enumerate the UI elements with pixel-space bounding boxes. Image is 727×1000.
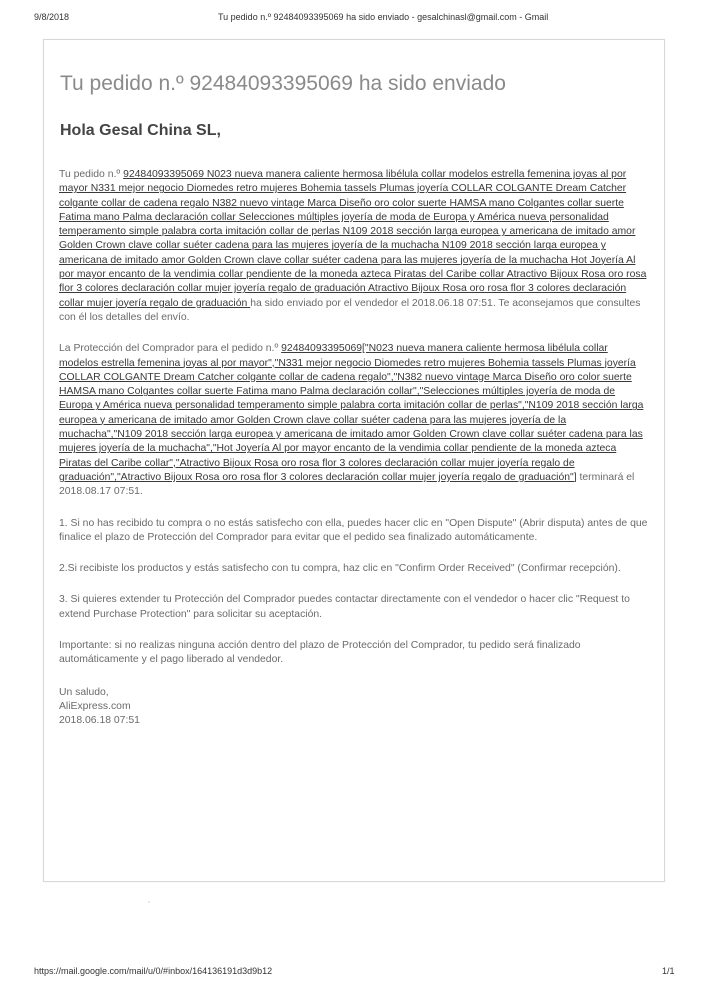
shipment-paragraph [59, 168, 649, 325]
print-title: Tu pedido n.º 92484093395069 ha sido enviado - gesalchinasl@gmail.com - Gmail [218, 12, 549, 22]
print-url: https://mail.google.com/mail/u/0/#inbox/164136191d3d9b12 [34, 966, 273, 976]
email-body [59, 168, 649, 729]
important-paragraph: Importante: si no realizas ninguna acción dentro del plazo de Protección del Comprador, tu pedido será finalizado automáticamente y el pago liberado al vendedor. [59, 640, 581, 666]
order-link[interactable]: 92484093395069 N023 nueva manera caliente hermosa libélula collar modelos estrella femenina joyas al por mayor N331 mejor negocio Diomedes retro mujeres Bohemia tassels Plumas joyería COLLAR COLGANTE Dream Catcher colgante collar de cadena regalo N382 nuevo vintage Marca Diseño oro color suerte HAMSA mano Colgantes collar suerte Fatima mano Palma declaración collar Selecciones múltiples joyería de moda de Europa y América nueva personalidad temperamento simple palabra corta imitación collar de perlas N109 2018 sección larga europea y americana de imitado amor Golden Crown clave collar suéter cadena para las mujeres joyería de la muchacha N109 2018 sección larga europea y americana de imitado amor Golden Crown clave collar suéter cadena para las mujeres joyería de la muchacha Hot Joyería Al por mayor encanto de la vendimia collar pendiente de la moneda azteca Piratas del Caribe collar Atractivo Bijoux Rosa oro rosa flor 3 colores declaración collar mujer joyería regalo de graduación Atractivo Bijoux Rosa oro rosa flor 3 colores declaración collar mujer joyería regalo de graduación [59, 169, 647, 309]
print-footer [0, 966, 727, 980]
sender-name: AliExpress.com [59, 700, 131, 712]
signature [59, 686, 649, 729]
page-number: 1/1 [662, 966, 675, 976]
email-subject: Tu pedido n.º 92484093395069 ha sido enviado [60, 72, 506, 95]
extend-paragraph: 3. Si quieres extender tu Protección del Comprador puedes contactar directamente con el vendedor o hacer clic "Request to extend Purchase Protection" para solicitar su aceptación. [59, 594, 630, 620]
print-date: 9/8/2018 [34, 12, 70, 22]
email-greeting: Hola Gesal China SL, [60, 122, 221, 139]
confirm-paragraph: 2.Si recibiste los productos y estás satisfecho con tu compra, haz clic en "Confirm Order Received" (Confirmar recepción). [59, 563, 621, 575]
email-card [43, 39, 665, 882]
protection-paragraph [59, 342, 649, 499]
scan-smudge: ⸴ [148, 896, 151, 905]
signoff: Un saludo, [59, 686, 109, 698]
sent-date: 2018.06.18 07:51 [59, 715, 140, 727]
print-header [0, 12, 727, 28]
dispute-paragraph: 1. Si no has recibido tu compra o no estás satisfecho con ella, puedes hacer clic en "Open Dispute" (Abrir disputa) antes de que finalice el plazo de Protección del Comprador para evitar que el pedido sea finalizado automáticamente. [59, 517, 648, 543]
protection-end: terminará el 2018.08.17 07:51. [59, 471, 635, 498]
shipment-end: ha sido enviado por el vendedor el 2018.06.18 07:51. Te aconsejamos que consultes con él los detalles del envío. [59, 297, 641, 323]
shipment-intro: Tu pedido n.º [59, 169, 124, 180]
protection-order-link[interactable]: 92484093395069["N023 nueva manera caliente hermosa libélula collar modelos estrella femenina joyas al por mayor","N331 mejor negocio Diomedes retro mujeres Bohemia tassels Plumas joyería COLLAR COLGANTE Dream Catcher colgante collar de cadena regalo","N382 nuevo vintage Marca Diseño oro color suerte HAMSA mano Colgantes collar suerte Fatima mano Palma declaración collar","Selecciones múltiples joyería de moda de Europa y América nueva personalidad temperamento simple palabra corta imitación collar de perlas","N109 2018 sección larga europea y americana de imitado amor Golden Crown clave collar suéter cadena para las mujeres joyería de la muchacha","N109 2018 sección larga europea y americana de imitado amor Golden Crown clave collar suéter cadena para las mujeres joyería de la muchacha","Hot Joyería Al por mayor encanto de la vendimia collar pendiente de la moneda azteca Piratas del Caribe collar","Atractivo Bijoux Rosa oro rosa flor 3 colores declaración collar mujer joyería regalo de graduación","Atractivo Bijoux Rosa oro rosa flor 3 colores declaración collar mujer joyería regalo de graduación"] [59, 343, 644, 483]
protection-intro: La Protección del Comprador para el pedido n.º [59, 343, 282, 355]
